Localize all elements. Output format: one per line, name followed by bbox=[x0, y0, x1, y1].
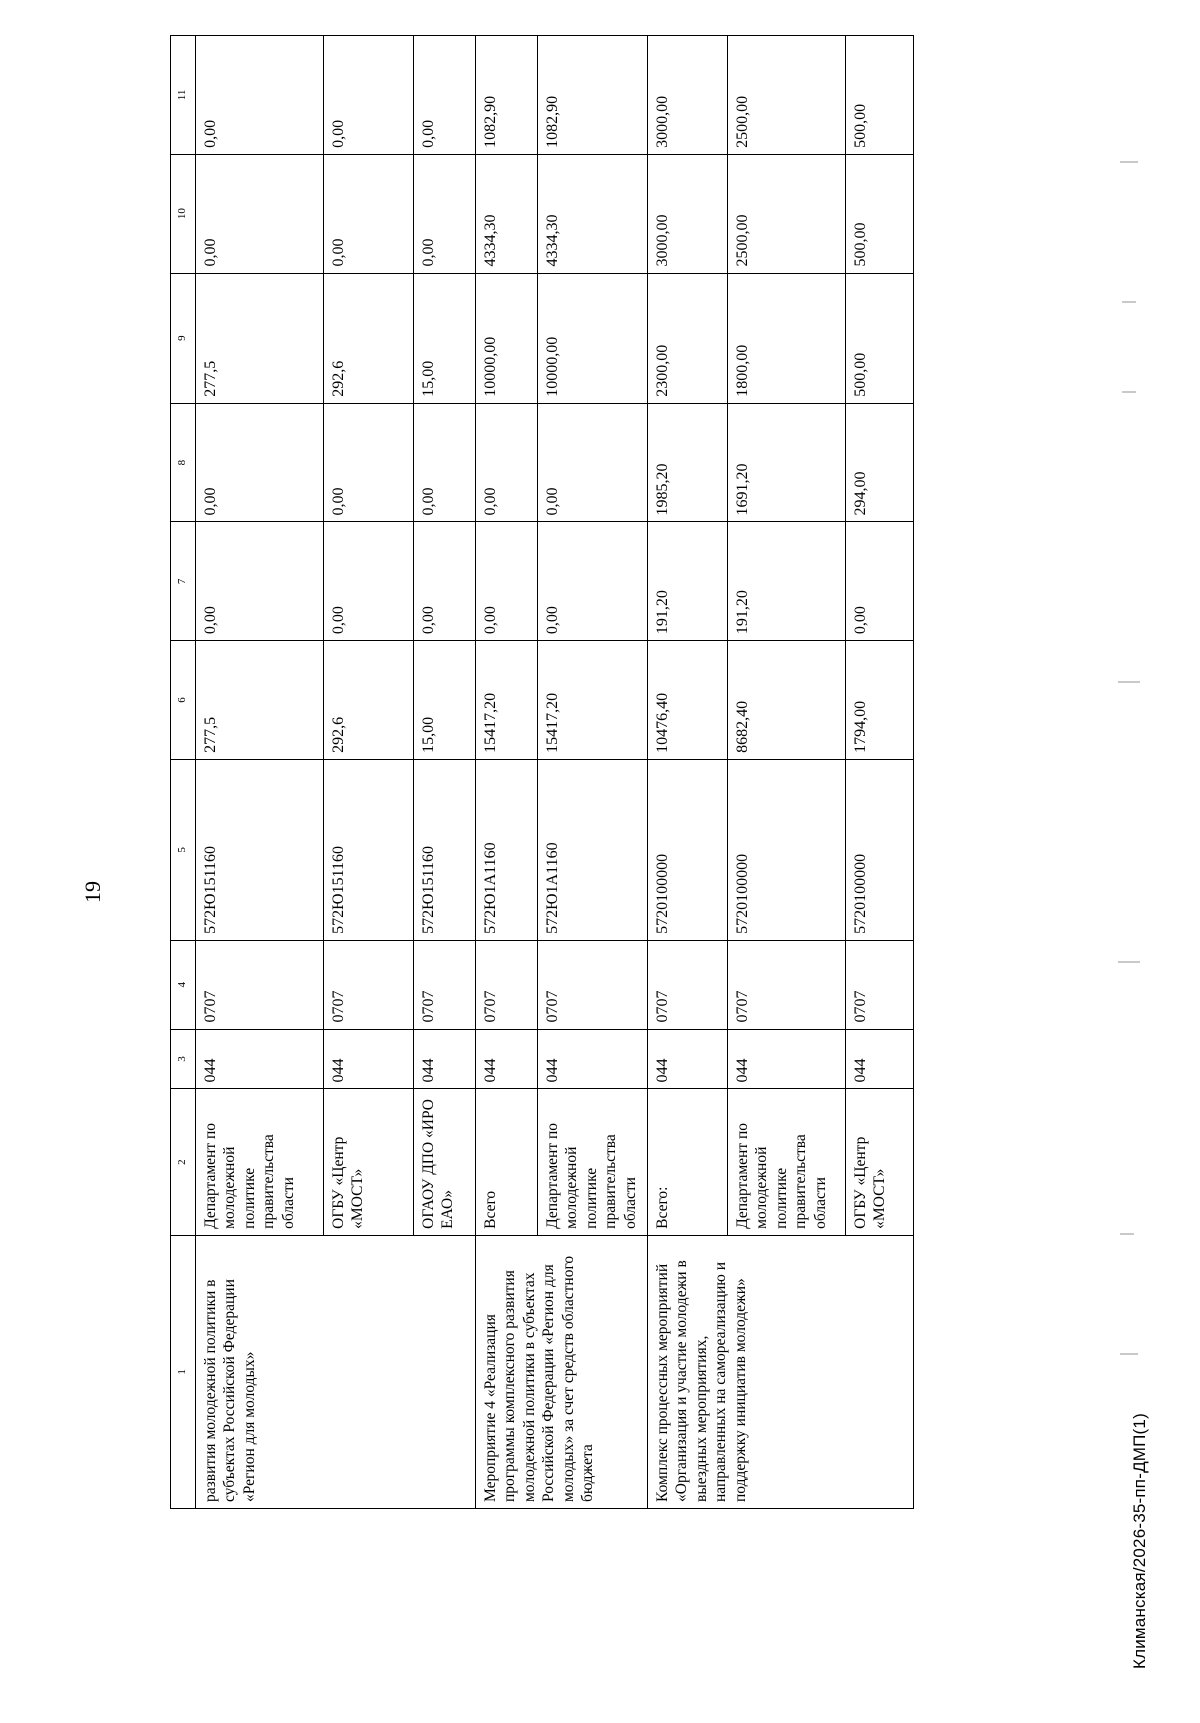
column-number: 8 bbox=[171, 403, 196, 522]
document-reference: Климанская/2026-35-пп-ДМП(1) bbox=[1130, 1413, 1149, 1669]
amount-cell: 10476,40 bbox=[648, 641, 728, 760]
amount-cell: 191,20 bbox=[728, 522, 846, 641]
amount-cell: 0,00 bbox=[476, 403, 538, 522]
column-number: 7 bbox=[171, 522, 196, 641]
column-number: 11 bbox=[171, 36, 196, 155]
amount-cell: 0,00 bbox=[414, 154, 476, 273]
table-row bbox=[648, 36, 728, 1509]
grbs-code-cell: 044 bbox=[414, 1029, 476, 1089]
amount-cell: 292,6 bbox=[324, 273, 414, 403]
amount-cell: 500,00 bbox=[846, 36, 914, 155]
grbs-code-cell: 044 bbox=[476, 1029, 538, 1089]
amount-cell: 0,00 bbox=[196, 154, 324, 273]
amount-cell: 0,00 bbox=[414, 522, 476, 641]
amount-cell: 1691,20 bbox=[728, 403, 846, 522]
amount-cell: 1082,90 bbox=[476, 36, 538, 155]
scan-artifact bbox=[1122, 392, 1136, 394]
target-article-cell: 572Ю151160 bbox=[414, 759, 476, 940]
amount-cell: 15417,20 bbox=[538, 641, 648, 760]
section-code-cell: 0707 bbox=[324, 940, 414, 1029]
column-number: 4 bbox=[171, 940, 196, 1029]
target-article-cell: 5720100000 bbox=[846, 759, 914, 940]
section-code-cell: 0707 bbox=[414, 940, 476, 1029]
table-row bbox=[196, 36, 324, 1509]
amount-cell: 15417,20 bbox=[476, 641, 538, 760]
amount-cell: 1794,00 bbox=[846, 641, 914, 760]
column-number-row bbox=[171, 36, 196, 1509]
amount-cell: 0,00 bbox=[538, 403, 648, 522]
column-number: 3 bbox=[171, 1029, 196, 1089]
amount-cell: 8682,40 bbox=[728, 641, 846, 760]
section-code-cell: 0707 bbox=[196, 940, 324, 1029]
grbs-code-cell: 044 bbox=[648, 1029, 728, 1089]
scan-artifact bbox=[1118, 682, 1140, 684]
amount-cell: 2500,00 bbox=[728, 36, 846, 155]
amount-cell: 0,00 bbox=[476, 522, 538, 641]
executor-cell: Департамент по молодежной политике правительства области bbox=[728, 1089, 846, 1235]
scan-artifact bbox=[1122, 302, 1136, 304]
amount-cell: 0,00 bbox=[324, 522, 414, 641]
amount-cell: 277,5 bbox=[196, 273, 324, 403]
amount-cell: 294,00 bbox=[846, 403, 914, 522]
grbs-code-cell: 044 bbox=[846, 1029, 914, 1089]
grbs-code-cell: 044 bbox=[538, 1029, 648, 1089]
amount-cell: 0,00 bbox=[196, 403, 324, 522]
amount-cell: 0,00 bbox=[414, 36, 476, 155]
amount-cell: 0,00 bbox=[324, 36, 414, 155]
column-number: 10 bbox=[171, 154, 196, 273]
amount-cell: 2300,00 bbox=[648, 273, 728, 403]
amount-cell: 0,00 bbox=[414, 403, 476, 522]
budget-table bbox=[170, 35, 914, 1509]
column-number: 5 bbox=[171, 759, 196, 940]
amount-cell: 0,00 bbox=[324, 403, 414, 522]
amount-cell: 3000,00 bbox=[648, 36, 728, 155]
amount-cell: 277,5 bbox=[196, 641, 324, 760]
amount-cell: 292,6 bbox=[324, 641, 414, 760]
scan-artifact bbox=[1120, 1234, 1134, 1236]
target-article-cell: 5720100000 bbox=[728, 759, 846, 940]
section-code-cell: 0707 bbox=[476, 940, 538, 1029]
executor-cell: ОГАОУ ДПО «ИРО ЕАО» bbox=[414, 1089, 476, 1235]
program-name-cell: Комплекс процессных мероприятий «Организация и участие молодежи в выездных мероприятиях, направленных на самореализацию и поддержку инициатив молодежи» bbox=[648, 1235, 914, 1508]
target-article-cell: 5720100000 bbox=[648, 759, 728, 940]
amount-cell: 4334,30 bbox=[476, 154, 538, 273]
executor-cell: ОГБУ «Центр «МОСТ» bbox=[324, 1089, 414, 1235]
table-row bbox=[476, 36, 538, 1509]
executor-cell: Всего: bbox=[648, 1089, 728, 1235]
amount-cell: 10000,00 bbox=[538, 273, 648, 403]
scan-artifact bbox=[1120, 1354, 1138, 1356]
amount-cell: 15,00 bbox=[414, 273, 476, 403]
target-article-cell: 572Ю151160 bbox=[196, 759, 324, 940]
executor-cell: Департамент по молодежной политике правительства области bbox=[538, 1089, 648, 1235]
program-name-cell: развития молодежной политики в субъектах Российской Федерации «Регион для молодых» bbox=[196, 1235, 476, 1508]
column-number: 2 bbox=[171, 1089, 196, 1235]
amount-cell: 0,00 bbox=[846, 522, 914, 641]
amount-cell: 10000,00 bbox=[476, 273, 538, 403]
section-code-cell: 0707 bbox=[538, 940, 648, 1029]
amount-cell: 1800,00 bbox=[728, 273, 846, 403]
page-number: 19 bbox=[80, 881, 105, 903]
section-code-cell: 0707 bbox=[648, 940, 728, 1029]
amount-cell: 1082,90 bbox=[538, 36, 648, 155]
column-number: 6 bbox=[171, 641, 196, 760]
amount-cell: 4334,30 bbox=[538, 154, 648, 273]
amount-cell: 2500,00 bbox=[728, 154, 846, 273]
program-name-cell: Мероприятие 4 «Реализация программы комплексного развития молодежной политики в субъектах Российской Федерации «Регион для молодых» за счет средств областного бюджета bbox=[476, 1235, 648, 1508]
scan-artifact bbox=[1118, 962, 1140, 964]
target-article-cell: 572Ю1А1160 bbox=[538, 759, 648, 940]
executor-cell: ОГБУ «Центр «МОСТ» bbox=[846, 1089, 914, 1235]
amount-cell: 0,00 bbox=[196, 36, 324, 155]
column-number: 1 bbox=[171, 1235, 196, 1508]
scan-artifact bbox=[1120, 162, 1138, 164]
amount-cell: 0,00 bbox=[196, 522, 324, 641]
amount-cell: 500,00 bbox=[846, 273, 914, 403]
section-code-cell: 0707 bbox=[846, 940, 914, 1029]
amount-cell: 3000,00 bbox=[648, 154, 728, 273]
grbs-code-cell: 044 bbox=[196, 1029, 324, 1089]
column-number: 9 bbox=[171, 273, 196, 403]
amount-cell: 1985,20 bbox=[648, 403, 728, 522]
amount-cell: 500,00 bbox=[846, 154, 914, 273]
executor-cell: Департамент по молодежной политике правительства области bbox=[196, 1089, 324, 1235]
target-article-cell: 572Ю1А1160 bbox=[476, 759, 538, 940]
grbs-code-cell: 044 bbox=[324, 1029, 414, 1089]
grbs-code-cell: 044 bbox=[728, 1029, 846, 1089]
section-code-cell: 0707 bbox=[728, 940, 846, 1029]
target-article-cell: 572Ю151160 bbox=[324, 759, 414, 940]
amount-cell: 0,00 bbox=[324, 154, 414, 273]
amount-cell: 15,00 bbox=[414, 641, 476, 760]
executor-cell: Всего bbox=[476, 1089, 538, 1235]
amount-cell: 191,20 bbox=[648, 522, 728, 641]
amount-cell: 0,00 bbox=[538, 522, 648, 641]
